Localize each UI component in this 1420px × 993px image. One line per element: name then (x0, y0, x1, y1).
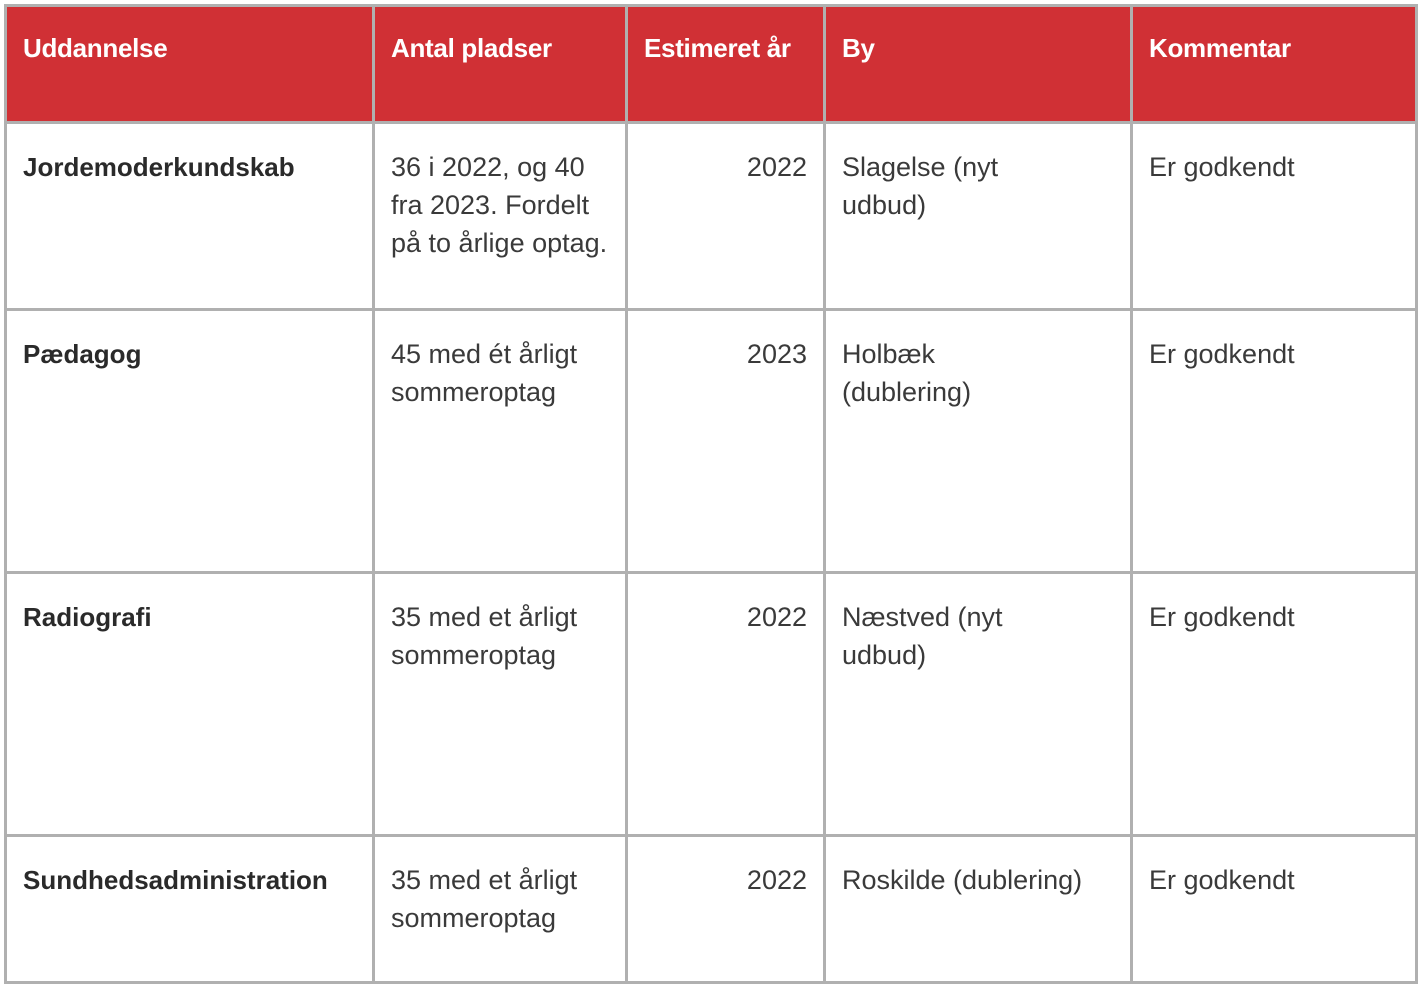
cell-uddannelse: Radiografi (6, 573, 374, 836)
cell-uddannelse: Jordemoderkundskab (6, 123, 374, 310)
header-by: By (825, 6, 1132, 123)
cell-aar: 2022 (627, 573, 825, 836)
header-row (6, 6, 1417, 123)
header-uddannelse: Uddannelse (6, 6, 374, 123)
cell-by: Slagelse (nyt udbud) (825, 123, 1132, 310)
cell-aar: 2022 (627, 123, 825, 310)
cell-pladser: 36 i 2022, og 40 fra 2023. Fordelt på to årlige optag. (374, 123, 627, 310)
cell-uddannelse: Pædagog (6, 310, 374, 573)
cell-pladser: 35 med et årligt sommeroptag (374, 836, 627, 983)
cell-aar: 2023 (627, 310, 825, 573)
header-estimeret-aar: Estimeret år (627, 6, 825, 123)
cell-pladser: 35 med et årligt sommeroptag (374, 573, 627, 836)
table-row (6, 123, 1417, 310)
cell-kommentar: Er godkendt (1132, 573, 1417, 836)
table-row (6, 573, 1417, 836)
table-row (6, 836, 1417, 983)
header-kommentar: Kommentar (1132, 6, 1417, 123)
cell-kommentar: Er godkendt (1132, 310, 1417, 573)
cell-kommentar: Er godkendt (1132, 836, 1417, 983)
cell-by: Holbæk (dublering) (825, 310, 1132, 573)
cell-pladser: 45 med ét årligt sommeroptag (374, 310, 627, 573)
header-antal-pladser: Antal pladser (374, 6, 627, 123)
cell-by: Næstved (nyt udbud) (825, 573, 1132, 836)
table-row (6, 310, 1417, 573)
education-table (4, 4, 1418, 984)
cell-aar: 2022 (627, 836, 825, 983)
cell-uddannelse: Sundhedsadministration (6, 836, 374, 983)
cell-kommentar: Er godkendt (1132, 123, 1417, 310)
cell-by: Roskilde (dublering) (825, 836, 1132, 983)
